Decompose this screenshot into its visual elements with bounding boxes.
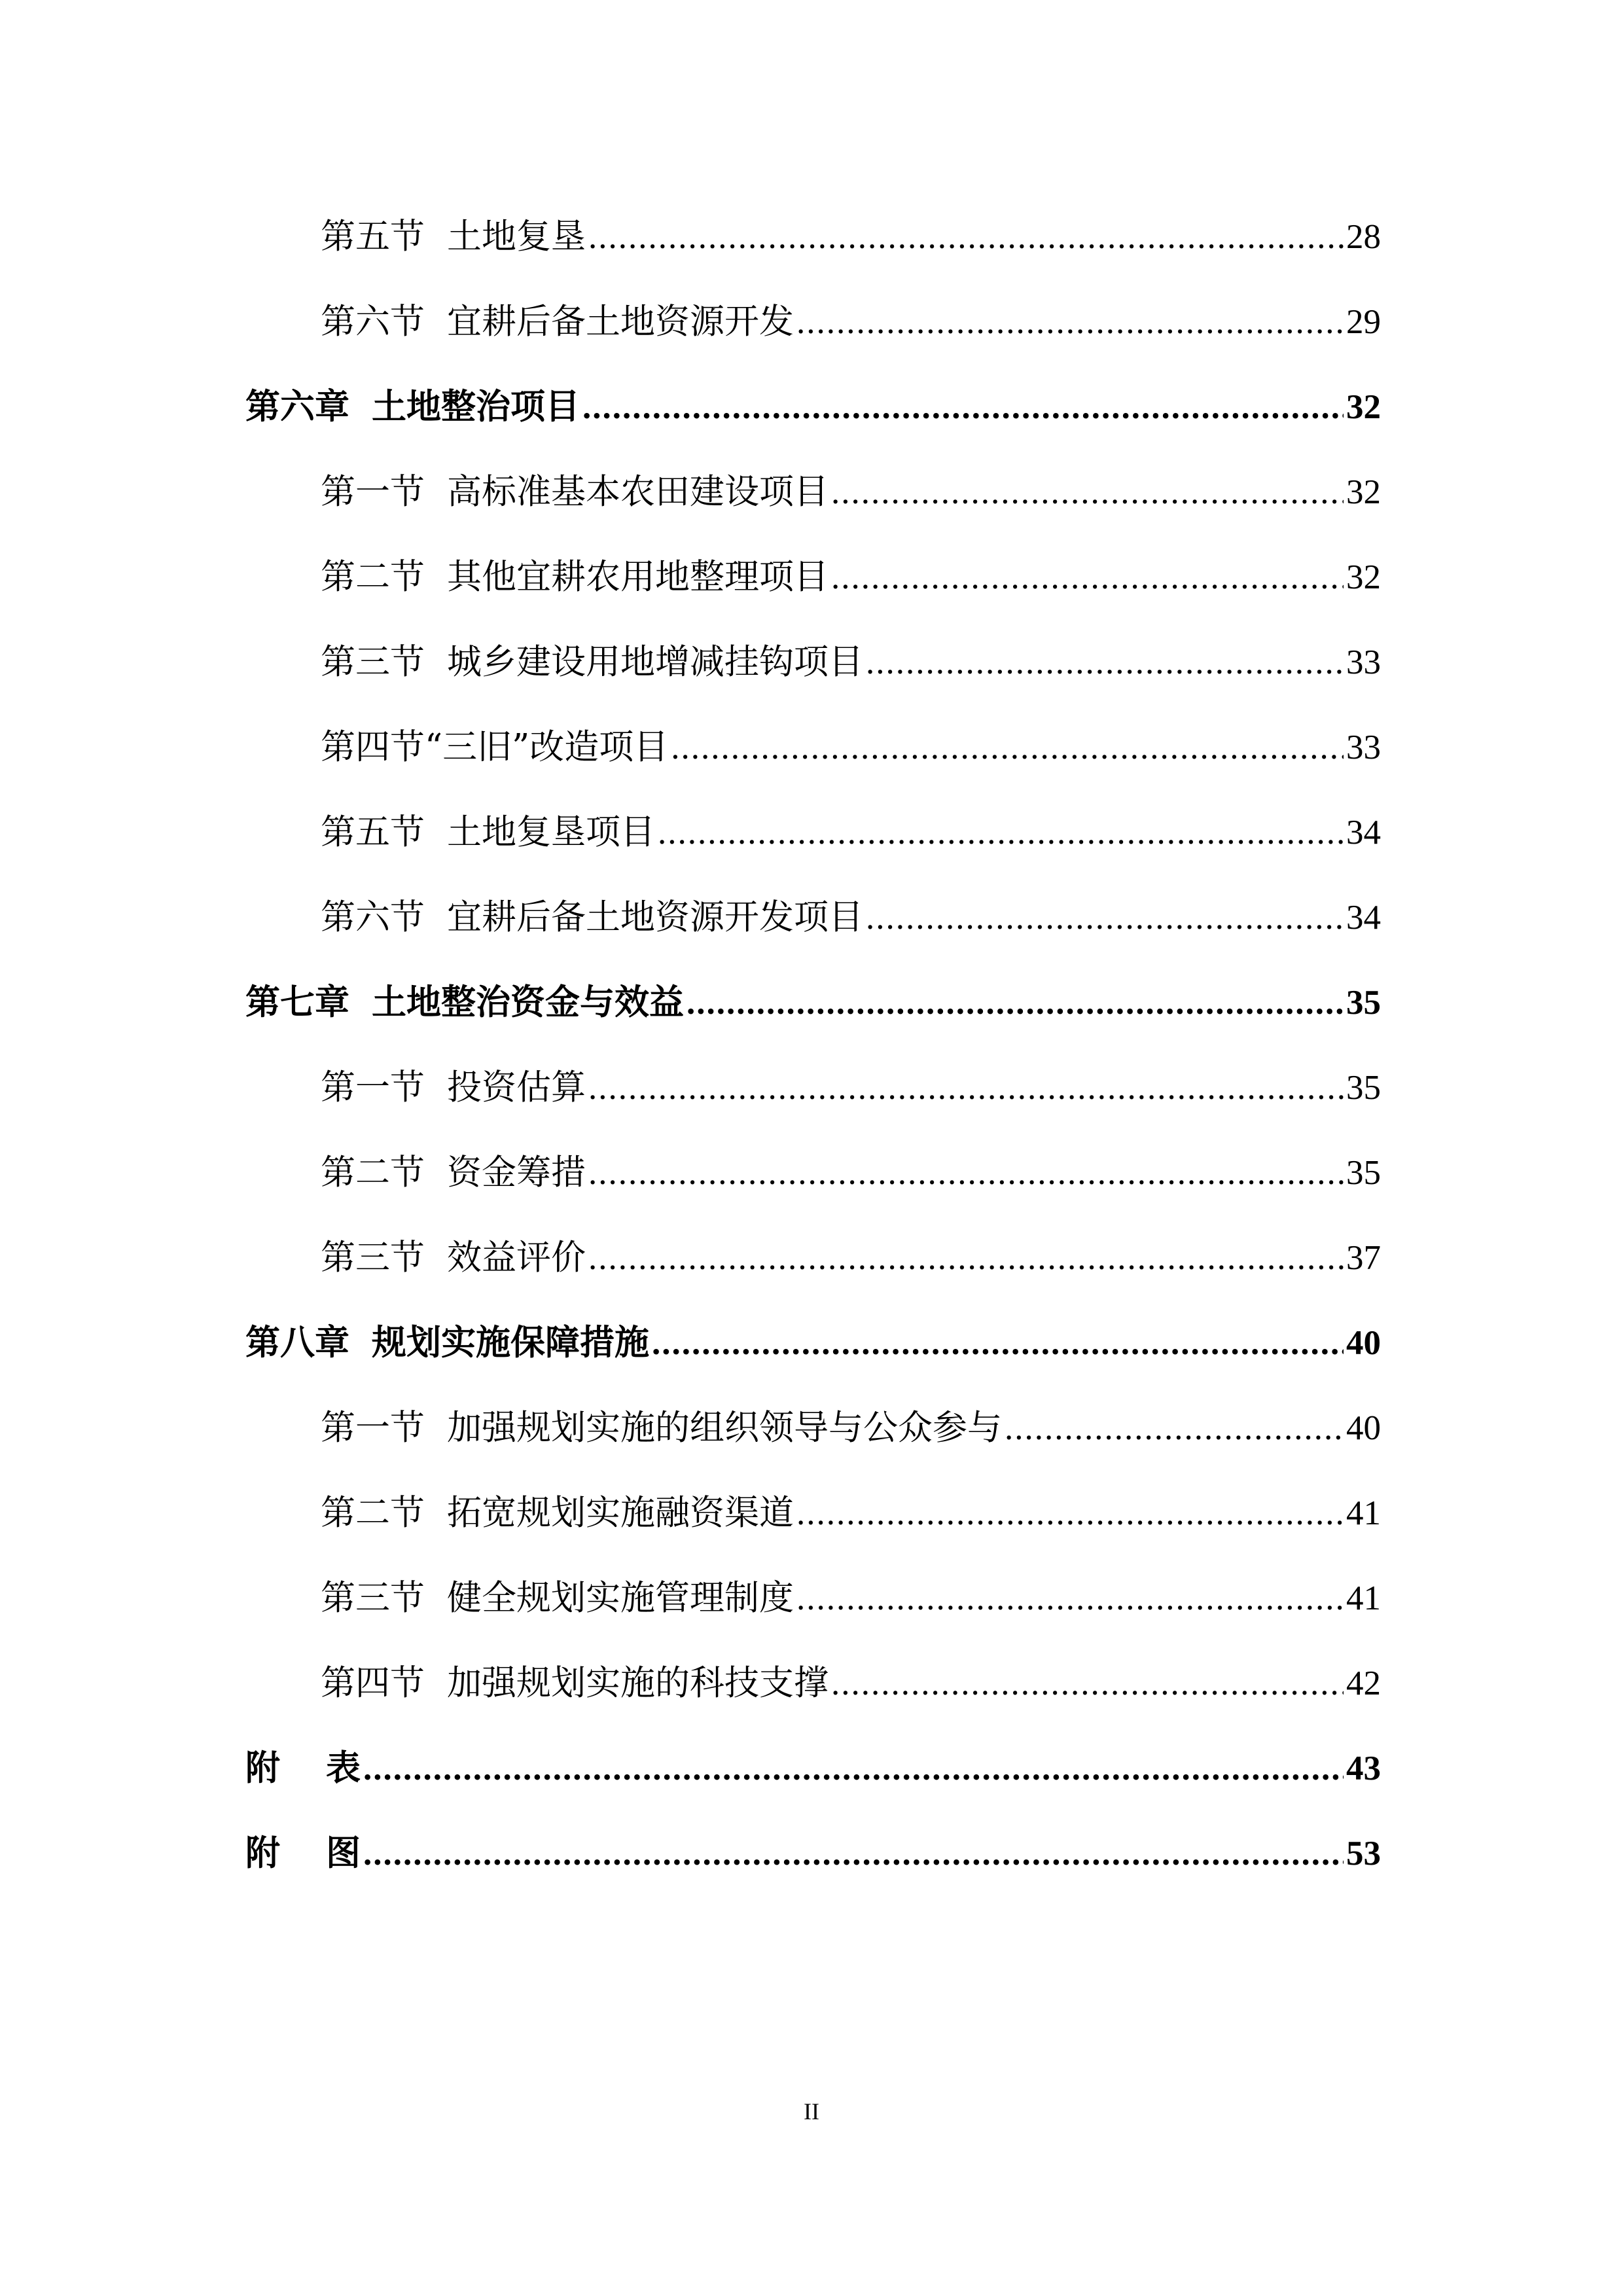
toc-entry-section-land-reclamation[interactable]: [321, 219, 1381, 255]
dot-leader: [652, 1326, 1344, 1361]
toc-entry-section-management-system[interactable]: [321, 1578, 1381, 1618]
toc-entry-title: 宜耕后备土地资源开发项目: [447, 897, 863, 937]
toc-entry-title: 土地整治资金与效益: [372, 982, 684, 1022]
toc-entry-title: 加强规划实施的科技支撑: [447, 1663, 829, 1703]
dot-leader: [831, 560, 1344, 595]
toc-entry-page: 35: [1346, 984, 1381, 1022]
toc-entry-title: 其他宜耕农用地整理项目: [447, 557, 829, 597]
toc-entry-section-fund-raising[interactable]: [321, 1155, 1381, 1191]
toc-entry-number: 第二节: [321, 1153, 425, 1193]
dot-leader: [831, 475, 1344, 510]
toc-entry-page: 33: [1346, 728, 1381, 766]
toc-entry-page: 32: [1346, 473, 1381, 511]
toc-entry-page: 41: [1346, 1579, 1381, 1617]
toc-entry-title: 土地整治项目: [372, 386, 580, 427]
toc-entry-number: 第四节: [321, 1663, 425, 1703]
dot-leader: [363, 1837, 1344, 1871]
toc-entry-title: 拓宽规划实施融资渠道: [447, 1493, 794, 1533]
toc-entry-number: 附: [245, 1833, 280, 1873]
dot-leader: [363, 1751, 1344, 1786]
toc-entry-page: 33: [1346, 643, 1381, 681]
toc-entry-page: 29: [1346, 303, 1381, 341]
toc-entry-section-urban-rural-linkage[interactable]: [321, 642, 1381, 682]
toc-entry-page: 53: [1346, 1835, 1381, 1873]
dot-leader: [588, 1071, 1344, 1105]
toc-entry-section-technology-support[interactable]: [321, 1663, 1381, 1703]
toc-entry-title: 城乡建设用地增减挂钩项目: [447, 642, 863, 682]
toc-entry-appendix-tables[interactable]: [245, 1748, 1381, 1788]
toc-entry-title: 效益评价: [447, 1238, 586, 1278]
toc-entry-page: 34: [1346, 814, 1381, 852]
toc-entry-number: 第二节: [321, 557, 425, 597]
toc-entry-section-reserve-land-development[interactable]: [321, 304, 1381, 340]
toc-entry-title: 图: [326, 1833, 361, 1873]
toc-entry-title: 宜耕后备土地资源开发: [447, 302, 794, 342]
toc-entry-number: 第三节: [321, 1238, 425, 1278]
toc-entry-number: 附: [245, 1748, 280, 1788]
dot-leader: [658, 816, 1344, 850]
toc-entry-title: 土地复垦项目: [447, 812, 655, 852]
toc-entry-number: 第四节: [321, 727, 425, 767]
toc-entry-title: “三旧”改造项目: [425, 727, 669, 767]
dot-leader: [588, 1156, 1344, 1191]
page-number: II: [804, 2098, 819, 2125]
toc-entry-page: 37: [1346, 1239, 1381, 1277]
toc-entry-number: 第二节: [321, 1493, 425, 1533]
toc-entry-number: 第一节: [321, 472, 425, 512]
toc-entry-section-land-reclamation-project[interactable]: [321, 812, 1381, 852]
toc-entry-chapter-7[interactable]: [245, 982, 1381, 1022]
toc-entry-number: 第五节: [321, 217, 425, 257]
dot-leader: [1005, 1411, 1344, 1446]
dot-leader: [796, 1581, 1344, 1616]
toc-entry-page: 40: [1346, 1409, 1381, 1447]
dot-leader: [582, 390, 1344, 425]
toc-entry-page: 28: [1346, 218, 1381, 256]
toc-entry-number: 第一节: [321, 1408, 425, 1448]
toc-entry-page: 32: [1346, 388, 1381, 426]
toc-entry-number: 第三节: [321, 642, 425, 682]
toc-entry-number: 第七章: [245, 982, 349, 1022]
toc-entry-number: 第八章: [245, 1322, 349, 1363]
toc-entry-section-benefit-evaluation[interactable]: [321, 1240, 1381, 1276]
dot-leader: [588, 1241, 1344, 1276]
toc-entry-section-reserve-land-project[interactable]: [321, 897, 1381, 937]
dot-leader: [687, 986, 1344, 1020]
toc-entry-number: 第五节: [321, 812, 425, 852]
toc-entry-page: 35: [1346, 1154, 1381, 1192]
toc-entry-title: 土地复垦: [447, 217, 586, 257]
toc-entry-title: 加强规划实施的组织领导与公众参与: [447, 1408, 1002, 1448]
toc-entry-number: 第一节: [321, 1067, 425, 1107]
toc-entry-section-agricultural-land-consolidation[interactable]: [321, 557, 1381, 597]
toc-entry-section-financing-channels[interactable]: [321, 1493, 1381, 1533]
toc-entry-page: 34: [1346, 899, 1381, 937]
toc-entry-title: 投资估算: [447, 1067, 586, 1107]
toc-entry-page: 41: [1346, 1494, 1381, 1532]
toc-entry-page: 43: [1346, 1749, 1381, 1787]
toc-entry-page: 35: [1346, 1069, 1381, 1107]
toc-entry-title: 资金筹措: [447, 1153, 586, 1193]
dot-leader: [866, 645, 1344, 680]
toc-entry-section-farmland-construction[interactable]: [321, 472, 1381, 512]
toc-entry-section-investment-estimate[interactable]: [321, 1067, 1381, 1107]
toc-entry-title: 健全规划实施管理制度: [447, 1578, 794, 1618]
toc-entry-page: 40: [1346, 1324, 1381, 1362]
dot-leader: [796, 305, 1344, 340]
dot-leader: [588, 220, 1344, 255]
toc-entry-title: 表: [326, 1748, 361, 1788]
toc-entry-title: 高标准基本农田建设项目: [447, 472, 829, 512]
toc-entry-appendix-figures[interactable]: [245, 1833, 1381, 1873]
dot-leader: [796, 1496, 1344, 1531]
toc-entry-chapter-8[interactable]: [245, 1322, 1381, 1363]
dot-leader: [866, 901, 1344, 935]
dot-leader: [671, 730, 1344, 765]
toc-entry-number: 第六节: [321, 302, 425, 342]
toc-entry-title: 规划实施保障措施: [372, 1322, 649, 1363]
toc-entry-page: 42: [1346, 1664, 1381, 1702]
toc-entry-section-three-old-renovation[interactable]: [321, 727, 1381, 767]
toc-entry-page: 32: [1346, 558, 1381, 596]
toc-entry-number: 第三节: [321, 1578, 425, 1618]
toc-entry-number: 第六章: [245, 386, 349, 427]
toc-entry-section-organization-leadership[interactable]: [321, 1410, 1381, 1446]
toc-entry-chapter-6[interactable]: [245, 386, 1381, 427]
toc-entry-number: 第六节: [321, 897, 425, 937]
dot-leader: [831, 1666, 1344, 1701]
